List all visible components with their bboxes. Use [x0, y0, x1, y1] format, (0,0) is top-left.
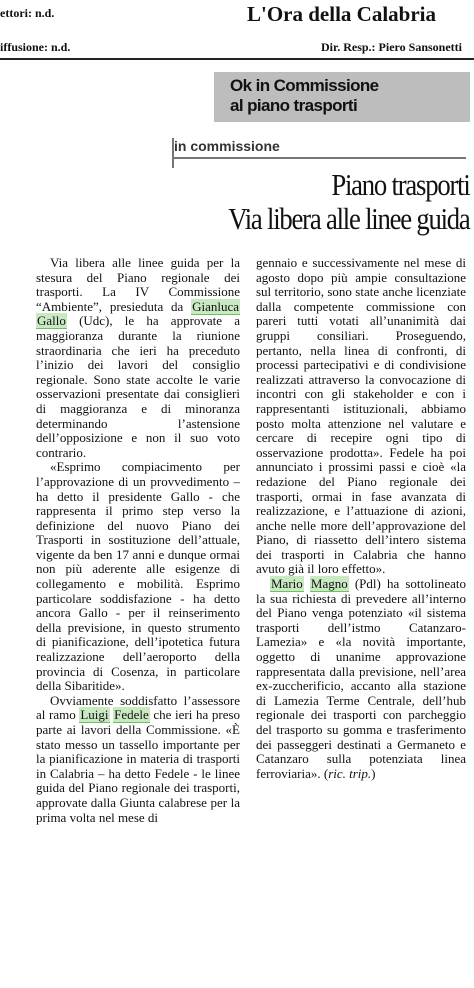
- kicker-box: [214, 72, 470, 122]
- author-signature: ric. trip.: [328, 765, 372, 781]
- article-column-1: [36, 256, 240, 825]
- lettori-label: ettori: n.d.: [0, 6, 55, 20]
- article-paragraph: «Esprimo compiacimento per l’approvazione di un provvedimento – ha detto il presidente Gallo - che rappresenta il primo step verso la definizione del nuovo Piano dei Trasporti in sostituzione dell’attuale, vigente da ben 17 anni e dunque ormai non più aderente alle esigenze di collegamento e mobilità. Esprimo particolare soddisfazione - ha detto ancora Gallo - per il reinserimento della previsione, in questo strumento di pianificazione, dell’ipotetica futura realizzazione dell’aeroporto della provincia di Cosenza, in particolare della Sibaritide».: [36, 459, 240, 694]
- section-row: [174, 138, 474, 156]
- person-name-highlight: Fedele: [114, 707, 149, 723]
- publication-title: L'Ora della Calabria: [247, 2, 436, 26]
- article-paragraph: [36, 256, 240, 460]
- paragraph-text: (Pdl) ha sottolineato la sua richiesta di prevedere all’interno del Piano venga potenziato «il sistema trasporti dell’istmo Catanzaro-Lamezia» e «la novità importante, oggetto di unanime approvazione rappresentata dalla previsione, nell’area ex-zuccherificio, accanto alla stazione di Lamezia Terme Centrale, dell’hub regionale dei trasporti con parcheggio del trasporto su gomma e trasferimento dei passeggeri destinati a Germaneto e Catanzaro sulla potenziata linea ferroviaria». (: [256, 576, 466, 781]
- article-column-2: [256, 256, 466, 781]
- headline-line-1: Piano trasporti: [331, 167, 470, 202]
- diffusione-label: iffusione: n.d.: [0, 40, 71, 54]
- article-paragraph: gennaio e successivamente nel mese di agosto dopo più ampie consultazione sul territorio, sono state anche licenziate dalla competente commissione con pareri tutti votati all’unanimità dai gruppi consiliari. Proseguendo, pertanto, nella linea di confronti, di processi partecipativi e di condivisione realizzati attraverso la convocazione di incontri con gli stakeholder e con i rappresentanti istituzionali, abbiamo posto molta attenzione nel valutare e cercare di recepire ogni tipo di osservazione prodotta». Fedele ha poi annunciato i prossimi passi e cioè «la redazione del Piano regionale dei trasporti, ormai in fase avanzata di realizzazione, e l’attuazione di azioni, anche nelle more dell’approvazione del Piano, di riassetto dell’intero sistema dei trasporti in Calabria che hanno avuto già il loro effetto».: [256, 255, 466, 577]
- section-label: in commissione: [174, 138, 280, 154]
- person-name-highlight: Gianluca: [192, 298, 239, 314]
- paragraph-text: che ieri ha preso parte ai lavori della Commissione. «È stato messo un tassello importante per la pianificazione in materia di trasporti in Calabria – ha detto Fedele - le linee guida del Piano regionale dei trasporti, approvate dalla Giunta calabrese per la prima volta nel mese di: [36, 707, 241, 825]
- person-name-highlight: Mario: [271, 576, 303, 592]
- header-rule: [0, 58, 474, 60]
- article-paragraph: [36, 694, 240, 825]
- person-name-highlight: Luigi: [80, 707, 109, 723]
- paragraph-text: Via libera alle linee guida per la stesura del Piano regionale dei trasporti. La IV Commissione “Ambiente”, presieduta da: [36, 255, 240, 314]
- person-name-highlight: Gallo: [37, 313, 66, 329]
- director-label: Dir. Resp.: Piero Sansonetti: [321, 40, 462, 54]
- headline: [189, 168, 470, 236]
- person-name-highlight: Magno: [310, 576, 348, 592]
- headline-line-2: Via libera alle linee guida: [228, 201, 470, 236]
- article-paragraph: [256, 577, 466, 781]
- paragraph-text: ): [371, 765, 376, 781]
- paragraph-text: Ovviamente soddisfatto l’assessore al ramo: [36, 692, 240, 723]
- section-divider: [174, 157, 466, 159]
- kicker-line-2: al piano trasporti: [230, 96, 358, 115]
- paragraph-text: (Udc), le ha approvate a maggioranza durante la riunione straordinaria che ieri ha preceduto l’inizio dei lavori del consiglio regionale. Sono state accolte le varie osservazioni presentate dai consiglieri di maggioranza e di minoranza determinando l’astensione dell’opposizione e non il suo voto contrario.: [36, 313, 240, 460]
- kicker-line-1: Ok in Commissione: [230, 76, 379, 95]
